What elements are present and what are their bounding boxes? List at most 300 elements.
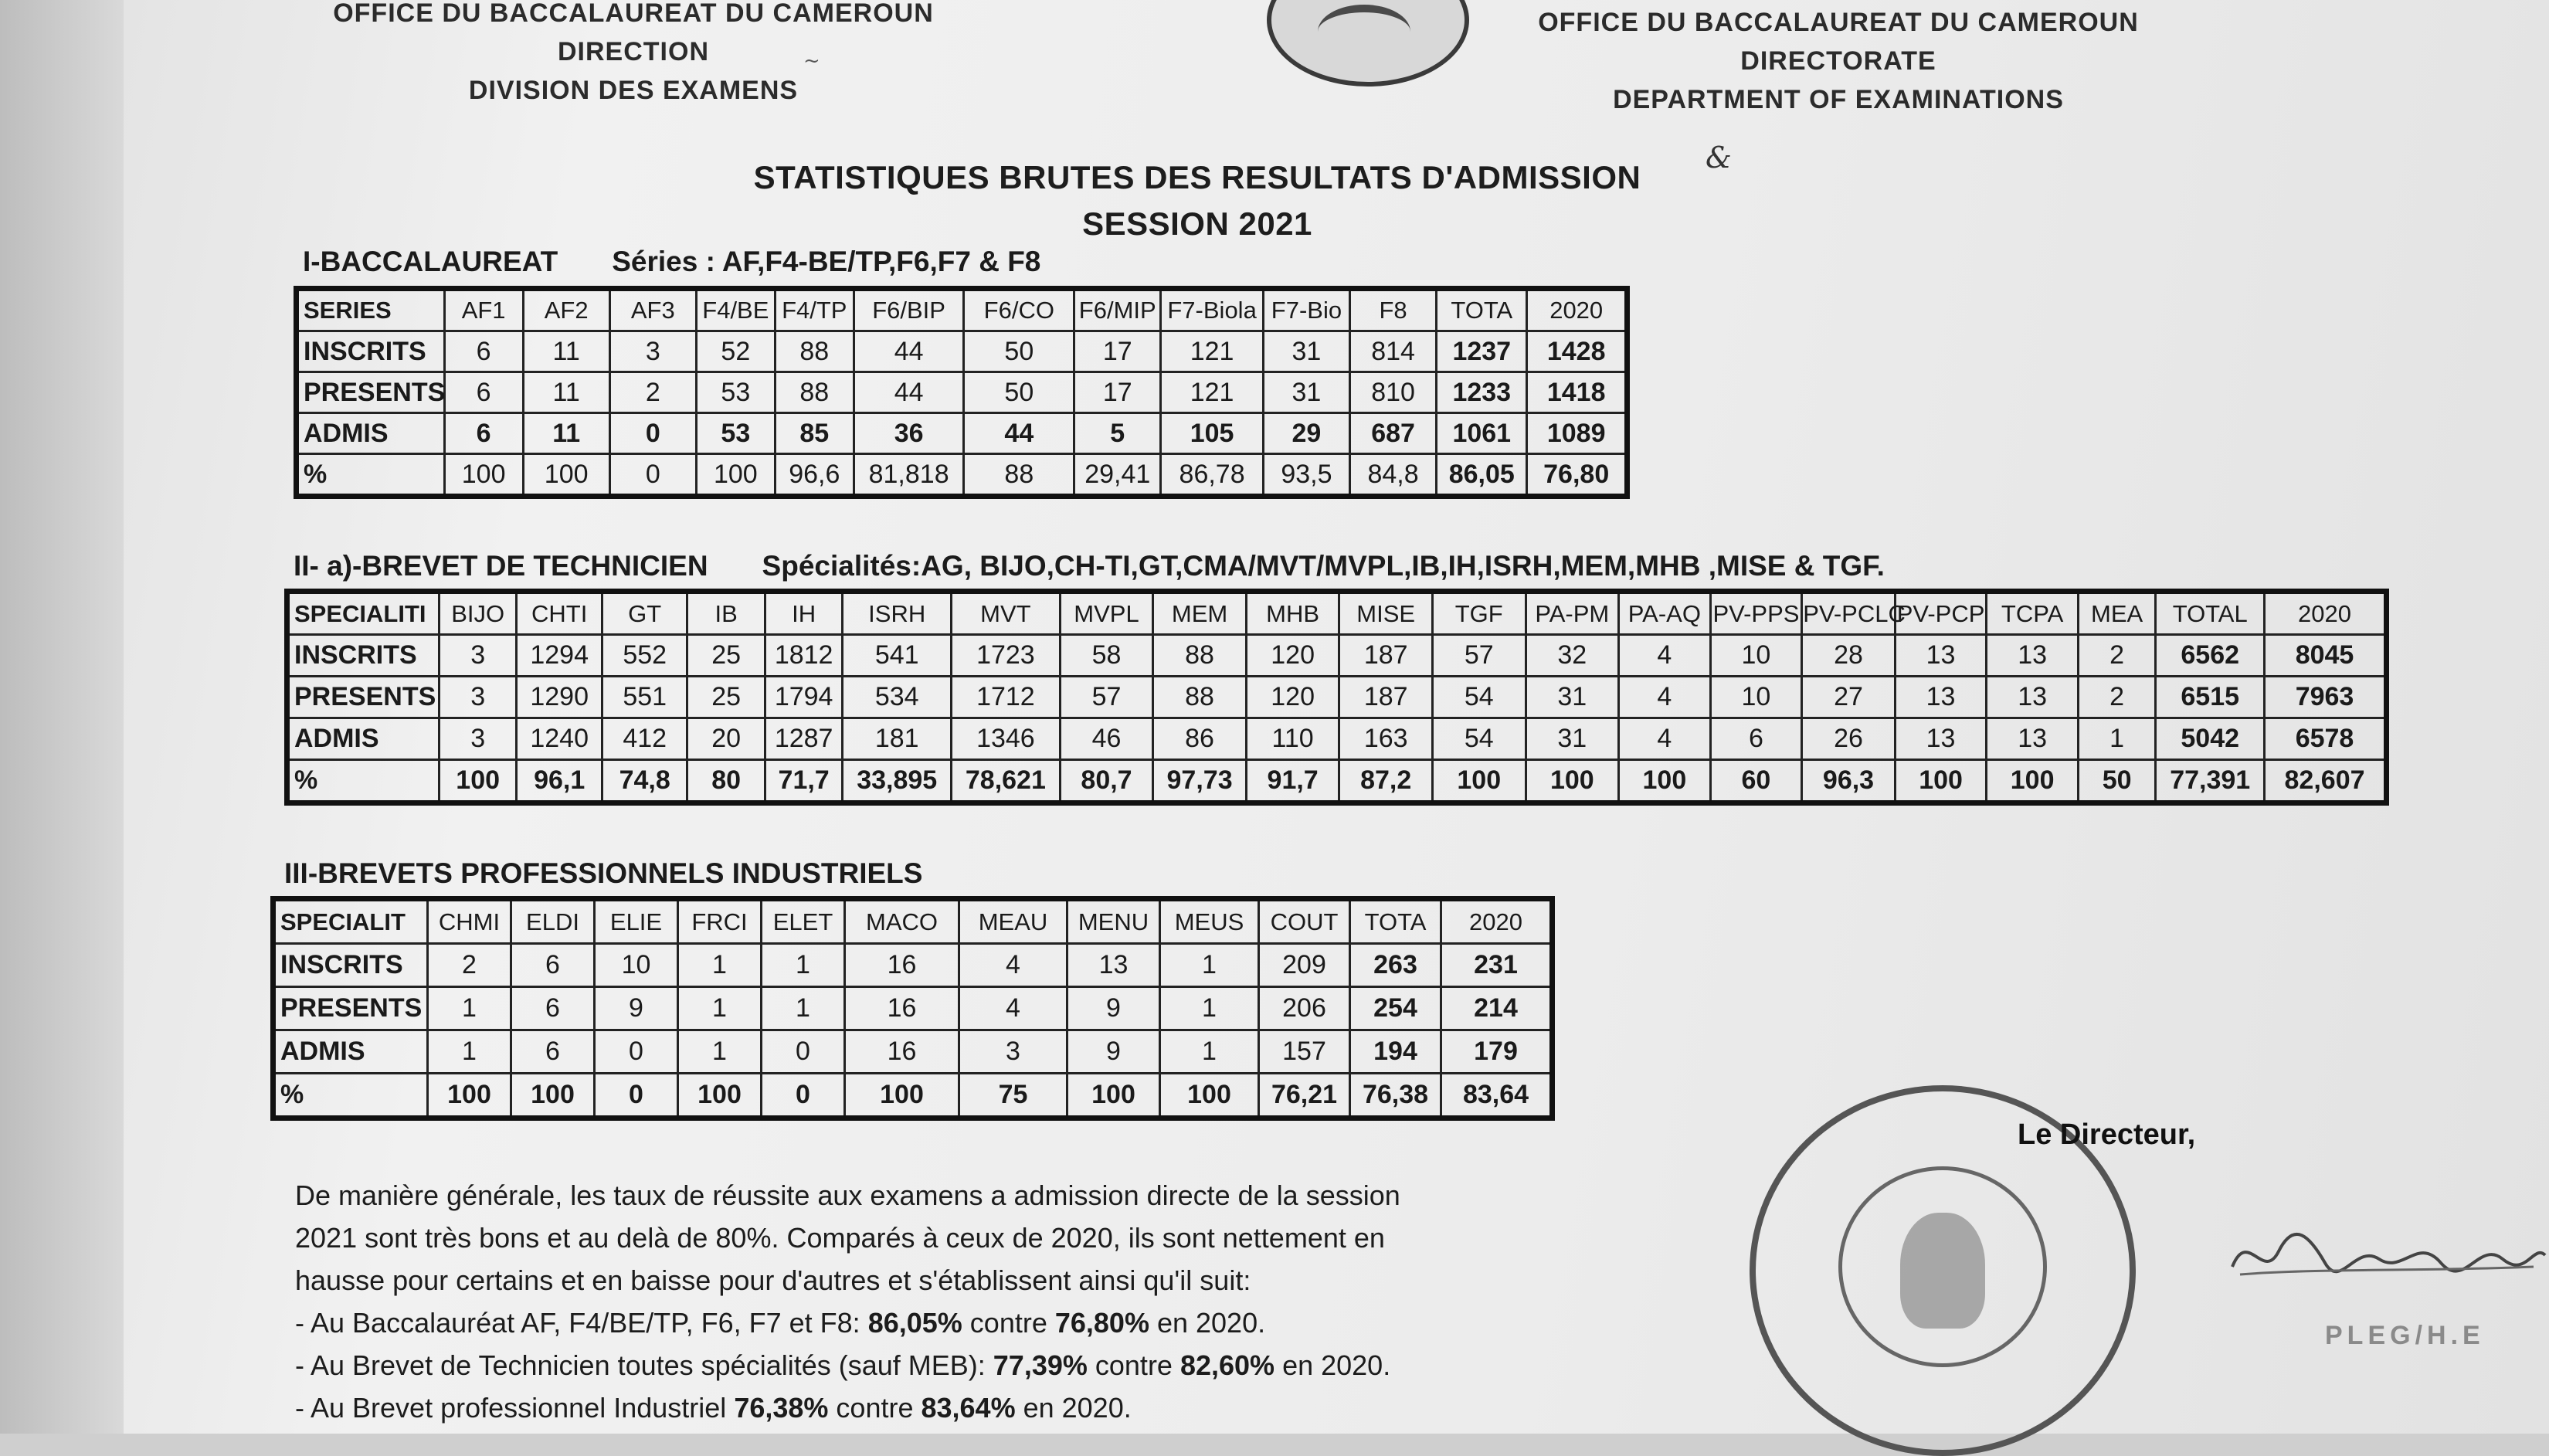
- table-header-row: [297, 289, 1627, 331]
- summary-text: - Au Brevet professionnel Industriel: [295, 1392, 735, 1424]
- data-cell: 83,64: [1441, 1074, 1553, 1118]
- data-cell: 6: [511, 1030, 595, 1074]
- data-cell: 54: [1432, 677, 1526, 718]
- data-cell: 187: [1339, 677, 1433, 718]
- data-cell: 209: [1259, 944, 1350, 987]
- data-cell: 181: [843, 718, 952, 760]
- data-cell: 25: [687, 635, 765, 677]
- data-cell: 0: [762, 1030, 845, 1074]
- handwritten-initials: ~: [803, 49, 820, 73]
- data-cell: 87,2: [1339, 760, 1433, 803]
- data-cell: 13: [1895, 718, 1987, 760]
- data-cell: 121: [1161, 372, 1264, 413]
- data-cell: 54: [1432, 718, 1526, 760]
- table-row: [297, 413, 1627, 454]
- data-cell: 7963: [2265, 677, 2387, 718]
- data-cell: 6578: [2265, 718, 2387, 760]
- data-cell: 1346: [952, 718, 1061, 760]
- row-label-cell: SPECIALIT: [273, 899, 428, 944]
- column-header-cell: MEAU: [959, 899, 1067, 944]
- column-header-cell: F6/MIP: [1074, 289, 1161, 331]
- data-cell: 4: [1619, 718, 1711, 760]
- data-cell: 1: [678, 944, 762, 987]
- data-cell: 29: [1263, 413, 1349, 454]
- table-row: [287, 718, 2387, 760]
- data-cell: 53: [696, 413, 775, 454]
- data-cell: 1: [762, 944, 845, 987]
- data-cell: 6: [511, 987, 595, 1030]
- data-cell: 1712: [952, 677, 1061, 718]
- data-cell: 85: [775, 413, 854, 454]
- data-cell: 0: [609, 413, 696, 454]
- data-cell: 551: [602, 677, 687, 718]
- column-header-cell: IB: [687, 592, 765, 635]
- row-label-cell: INSCRITS: [273, 944, 428, 987]
- column-header-cell: TCPA: [1987, 592, 2079, 635]
- data-cell: 13: [1895, 635, 1987, 677]
- summary-rate-2020: 83,64%: [921, 1392, 1016, 1424]
- section-title: I-BACCALAUREAT: [303, 246, 558, 277]
- table-header-row: [273, 899, 1553, 944]
- summary-rate-2020: 76,80%: [1054, 1307, 1149, 1339]
- summary-text: contre: [828, 1392, 922, 1424]
- table-brevet-technicien: [284, 589, 2389, 806]
- table-row: [273, 1030, 1553, 1074]
- column-header-cell: TOTAL: [2156, 592, 2265, 635]
- document-title: STATISTIQUES BRUTES DES RESULTATS D'ADMISSION: [753, 159, 1641, 195]
- column-header-cell: F7-Bio: [1263, 289, 1349, 331]
- data-cell: 96,6: [775, 454, 854, 497]
- summary-rate-2021: 77,39%: [993, 1349, 1088, 1381]
- column-header-cell: ELIE: [595, 899, 678, 944]
- data-cell: 810: [1350, 372, 1437, 413]
- column-header-cell: TOTA: [1350, 899, 1441, 944]
- data-cell: 97,73: [1153, 760, 1247, 803]
- table-row: [273, 944, 1553, 987]
- data-cell: 9: [595, 987, 678, 1030]
- row-label-cell: SERIES: [297, 289, 445, 331]
- data-cell: 2: [428, 944, 511, 987]
- column-header-cell: COUT: [1259, 899, 1350, 944]
- data-cell: 10: [595, 944, 678, 987]
- data-cell: 17: [1074, 331, 1161, 372]
- column-header-cell: F6/BIP: [854, 289, 964, 331]
- column-header-cell: CHMI: [428, 899, 511, 944]
- signatory-grade: PLEG/H.E: [2325, 1321, 2485, 1350]
- table-row: [287, 677, 2387, 718]
- data-cell: 4: [1619, 677, 1711, 718]
- data-cell: 1794: [765, 677, 842, 718]
- data-cell: 29,41: [1074, 454, 1161, 497]
- data-cell: 687: [1350, 413, 1437, 454]
- data-cell: 3: [439, 718, 516, 760]
- summary-line: 2021 sont très bons et au delà de 80%. Comparés à ceux de 2020, ils sont nettement en: [295, 1222, 1385, 1254]
- row-label-cell: ADMIS: [287, 718, 440, 760]
- data-cell: 31: [1263, 372, 1349, 413]
- table-row: [273, 1074, 1553, 1118]
- header-left-line: OFFICE DU BACCALAUREAT DU CAMEROUN: [333, 0, 934, 28]
- column-header-cell: FRCI: [678, 899, 762, 944]
- data-cell: 0: [595, 1074, 678, 1118]
- data-cell: 50: [2078, 760, 2155, 803]
- column-header-cell: F7-Biola: [1161, 289, 1264, 331]
- data-cell: 1294: [517, 635, 602, 677]
- summary-text: en 2020.: [1149, 1307, 1266, 1339]
- column-header-cell: MVPL: [1060, 592, 1153, 635]
- data-cell: 121: [1161, 331, 1264, 372]
- data-cell: 412: [602, 718, 687, 760]
- data-cell: 11: [523, 372, 609, 413]
- data-cell: 52: [696, 331, 775, 372]
- section-title: III-BREVETS PROFESSIONNELS INDUSTRIELS: [284, 857, 923, 889]
- data-cell: 13: [1067, 944, 1160, 987]
- data-cell: 1: [428, 987, 511, 1030]
- column-header-cell: MEUS: [1160, 899, 1259, 944]
- data-cell: 100: [845, 1074, 959, 1118]
- column-header-cell: GT: [602, 592, 687, 635]
- data-cell: 33,895: [843, 760, 952, 803]
- section-heading-baccalaureat: [303, 246, 1040, 278]
- table-row: [287, 760, 2387, 803]
- column-header-cell: BIJO: [439, 592, 516, 635]
- data-cell: 1: [2078, 718, 2155, 760]
- data-cell: 76,38: [1350, 1074, 1441, 1118]
- data-cell: 1061: [1437, 413, 1527, 454]
- header-left-line: DIRECTION: [558, 37, 709, 66]
- data-cell: 77,391: [2156, 760, 2265, 803]
- data-cell: 100: [1895, 760, 1987, 803]
- data-cell: 1428: [1527, 331, 1627, 372]
- data-cell: 16: [845, 1030, 959, 1074]
- column-header-cell: AF2: [523, 289, 609, 331]
- row-label-cell: INSCRITS: [297, 331, 445, 372]
- data-cell: 80: [687, 760, 765, 803]
- column-header-cell: AF3: [609, 289, 696, 331]
- data-cell: 6562: [2156, 635, 2265, 677]
- data-cell: 110: [1246, 718, 1339, 760]
- desk-edge: [0, 0, 124, 1434]
- data-cell: 9: [1067, 1030, 1160, 1074]
- column-header-cell: MEA: [2078, 592, 2155, 635]
- column-header-cell: ELDI: [511, 899, 595, 944]
- data-cell: 31: [1526, 677, 1619, 718]
- header-left: [324, 0, 942, 110]
- data-cell: 3: [959, 1030, 1067, 1074]
- data-cell: 50: [964, 372, 1074, 413]
- handwritten-signature: [2225, 1220, 2549, 1290]
- summary-text: contre: [962, 1307, 1055, 1339]
- section-heading-brevets-professionnels: [284, 857, 922, 890]
- data-cell: 1089: [1527, 413, 1627, 454]
- data-cell: 13: [1895, 677, 1987, 718]
- data-cell: 50: [964, 331, 1074, 372]
- data-cell: 1233: [1437, 372, 1527, 413]
- data-cell: 100: [1160, 1074, 1259, 1118]
- data-cell: 100: [696, 454, 775, 497]
- data-cell: 100: [428, 1074, 511, 1118]
- data-cell: 100: [439, 760, 516, 803]
- data-cell: 1: [428, 1030, 511, 1074]
- row-label-cell: PRESENTS: [297, 372, 445, 413]
- data-cell: 4: [959, 944, 1067, 987]
- column-header-cell: F8: [1350, 289, 1437, 331]
- column-header-cell: F4/TP: [775, 289, 854, 331]
- data-cell: 1812: [765, 635, 842, 677]
- column-header-cell: ELET: [762, 899, 845, 944]
- document-subtitle: SESSION 2021: [1082, 205, 1312, 242]
- data-cell: 46: [1060, 718, 1153, 760]
- summary-rate-2021: 76,38%: [734, 1392, 829, 1424]
- data-cell: 86: [1153, 718, 1247, 760]
- stamp-head-icon: [1900, 1213, 1985, 1329]
- table-header-row: [287, 592, 2387, 635]
- data-cell: 25: [687, 677, 765, 718]
- row-label-cell: %: [273, 1074, 428, 1118]
- data-cell: 58: [1060, 635, 1153, 677]
- data-cell: 53: [696, 372, 775, 413]
- data-cell: 1: [1160, 1030, 1259, 1074]
- data-cell: 82,607: [2265, 760, 2387, 803]
- data-cell: 3: [439, 635, 516, 677]
- summary-text: en 2020.: [1274, 1349, 1391, 1381]
- summary-bt-line: [295, 1344, 1562, 1386]
- data-cell: 0: [762, 1074, 845, 1118]
- data-cell: 1: [678, 987, 762, 1030]
- director-label: Le Directeur,: [2018, 1118, 2196, 1151]
- data-cell: 179: [1441, 1030, 1553, 1074]
- data-cell: 96,1: [517, 760, 602, 803]
- data-cell: 5: [1074, 413, 1161, 454]
- summary-rate-2020: 82,60%: [1179, 1349, 1275, 1381]
- column-header-cell: MVT: [952, 592, 1061, 635]
- data-cell: 88: [1153, 635, 1247, 677]
- data-cell: 263: [1350, 944, 1441, 987]
- data-cell: 6: [511, 944, 595, 987]
- data-cell: 6515: [2156, 677, 2265, 718]
- data-cell: 6: [444, 413, 523, 454]
- summary-text: - Au Brevet de Technicien toutes spécialités (sauf MEB):: [295, 1349, 993, 1381]
- column-header-cell: PV-PCLC: [1802, 592, 1896, 635]
- data-cell: 2: [609, 372, 696, 413]
- data-cell: 60: [1710, 760, 1802, 803]
- data-cell: 100: [1987, 760, 2079, 803]
- data-cell: 1: [1160, 944, 1259, 987]
- data-cell: 120: [1246, 677, 1339, 718]
- data-cell: 541: [843, 635, 952, 677]
- data-cell: 100: [678, 1074, 762, 1118]
- row-label-cell: %: [297, 454, 445, 497]
- data-cell: 194: [1350, 1030, 1441, 1074]
- data-cell: 5042: [2156, 718, 2265, 760]
- summary-bac-line: [295, 1302, 1562, 1344]
- table-brevets-professionnels: [270, 896, 1555, 1121]
- column-header-cell: MISE: [1339, 592, 1433, 635]
- data-cell: 36: [854, 413, 964, 454]
- data-cell: 93,5: [1263, 454, 1349, 497]
- data-cell: 2: [2078, 635, 2155, 677]
- data-cell: 81,818: [854, 454, 964, 497]
- column-header-cell: AF1: [444, 289, 523, 331]
- section-title: II- a)-BREVET DE TECHNICIEN: [294, 550, 708, 582]
- data-cell: 4: [1619, 635, 1711, 677]
- data-cell: 10: [1710, 677, 1802, 718]
- column-header-cell: 2020: [1441, 899, 1553, 944]
- data-cell: 2: [2078, 677, 2155, 718]
- data-cell: 1: [1160, 987, 1259, 1030]
- table-row: [297, 454, 1627, 497]
- data-cell: 1723: [952, 635, 1061, 677]
- data-cell: 1: [678, 1030, 762, 1074]
- data-cell: 1287: [765, 718, 842, 760]
- data-cell: 32: [1526, 635, 1619, 677]
- table-row: [273, 987, 1553, 1030]
- column-header-cell: PV-PCP: [1895, 592, 1987, 635]
- handwritten-mark: &: [1706, 141, 1732, 175]
- header-left-line: DIVISION DES EXAMENS: [468, 76, 799, 105]
- data-cell: 100: [1067, 1074, 1160, 1118]
- table-row: [297, 372, 1627, 413]
- header-right: [1529, 3, 2147, 119]
- row-label-cell: PRESENTS: [287, 677, 440, 718]
- data-cell: 120: [1246, 635, 1339, 677]
- summary-text: en 2020.: [1015, 1392, 1132, 1424]
- data-cell: 100: [511, 1074, 595, 1118]
- section-subtitle: Spécialités:AG, BIJO,CH-TI,GT,CMA/MVT/MVPL,IB,IH,ISRH,MEM,MHB ,MISE & TGF.: [762, 550, 1885, 582]
- data-cell: 26: [1802, 718, 1896, 760]
- header-right-line: OFFICE DU BACCALAUREAT DU CAMEROUN: [1538, 8, 2139, 37]
- data-cell: 57: [1060, 677, 1153, 718]
- column-header-cell: PA-PM: [1526, 592, 1619, 635]
- data-cell: 31: [1526, 718, 1619, 760]
- data-cell: 44: [854, 372, 964, 413]
- data-cell: 13: [1987, 635, 2079, 677]
- column-header-cell: IH: [765, 592, 842, 635]
- summary-text: - Au Baccalauréat AF, F4/BE/TP, F6, F7 et F8:: [295, 1307, 868, 1339]
- data-cell: 100: [1619, 760, 1711, 803]
- data-cell: 6: [444, 331, 523, 372]
- data-cell: 0: [609, 454, 696, 497]
- data-cell: 214: [1441, 987, 1553, 1030]
- data-cell: 11: [523, 413, 609, 454]
- data-cell: 31: [1263, 331, 1349, 372]
- data-cell: 91,7: [1246, 760, 1339, 803]
- data-cell: 80,7: [1060, 760, 1153, 803]
- data-cell: 16: [845, 987, 959, 1030]
- data-cell: 57: [1432, 635, 1526, 677]
- column-header-cell: PA-AQ: [1619, 592, 1711, 635]
- header-right-line: DEPARTMENT OF EXAMINATIONS: [1613, 85, 2064, 114]
- summary-line: hausse pour certains et en baisse pour d'autres et s'établissent ainsi qu'il suit:: [295, 1264, 1251, 1296]
- data-cell: 6: [444, 372, 523, 413]
- data-cell: 534: [843, 677, 952, 718]
- data-cell: 13: [1987, 677, 2079, 718]
- data-cell: 74,8: [602, 760, 687, 803]
- data-cell: 16: [845, 944, 959, 987]
- data-cell: 231: [1441, 944, 1553, 987]
- summary-line: De manière générale, les taux de réussite aux examens a admission directe de la session: [295, 1179, 1400, 1211]
- data-cell: 28: [1802, 635, 1896, 677]
- column-header-cell: F4/BE: [696, 289, 775, 331]
- data-cell: 84,8: [1350, 454, 1437, 497]
- data-cell: 157: [1259, 1030, 1350, 1074]
- data-cell: 88: [775, 372, 854, 413]
- summary-rate-2021: 86,05%: [867, 1307, 962, 1339]
- row-label-cell: PRESENTS: [273, 987, 428, 1030]
- data-cell: 1: [762, 987, 845, 1030]
- data-cell: 1240: [517, 718, 602, 760]
- column-header-cell: MACO: [845, 899, 959, 944]
- column-header-cell: F6/CO: [964, 289, 1074, 331]
- data-cell: 9: [1067, 987, 1160, 1030]
- data-cell: 1418: [1527, 372, 1627, 413]
- data-cell: 17: [1074, 372, 1161, 413]
- column-header-cell: 2020: [1527, 289, 1627, 331]
- column-header-cell: MENU: [1067, 899, 1160, 944]
- data-cell: 88: [1153, 677, 1247, 718]
- data-cell: 206: [1259, 987, 1350, 1030]
- row-label-cell: %: [287, 760, 440, 803]
- summary-bpi-line: [295, 1386, 1562, 1429]
- section-heading-brevet-technicien: [294, 550, 1885, 582]
- data-cell: 4: [959, 987, 1067, 1030]
- table-row: [297, 331, 1627, 372]
- data-cell: 100: [1432, 760, 1526, 803]
- data-cell: 163: [1339, 718, 1433, 760]
- table-baccalaureat: [294, 286, 1630, 499]
- column-header-cell: MHB: [1246, 592, 1339, 635]
- data-cell: 552: [602, 635, 687, 677]
- data-cell: 1290: [517, 677, 602, 718]
- data-cell: 44: [964, 413, 1074, 454]
- data-cell: 44: [854, 331, 964, 372]
- data-cell: 76,80: [1527, 454, 1627, 497]
- data-cell: 100: [1526, 760, 1619, 803]
- data-cell: 105: [1161, 413, 1264, 454]
- data-cell: 10: [1710, 635, 1802, 677]
- data-cell: 100: [523, 454, 609, 497]
- data-cell: 6: [1710, 718, 1802, 760]
- column-header-cell: PV-PPS: [1710, 592, 1802, 635]
- data-cell: 8045: [2265, 635, 2387, 677]
- column-header-cell: ISRH: [843, 592, 952, 635]
- column-header-cell: CHTI: [517, 592, 602, 635]
- table-row: [287, 635, 2387, 677]
- section-subtitle: Séries : AF,F4-BE/TP,F6,F7 & F8: [612, 246, 1041, 277]
- data-cell: 86,78: [1161, 454, 1264, 497]
- column-header-cell: TGF: [1432, 592, 1526, 635]
- data-cell: 27: [1802, 677, 1896, 718]
- data-cell: 100: [444, 454, 523, 497]
- data-cell: 96,3: [1802, 760, 1896, 803]
- data-cell: 88: [775, 331, 854, 372]
- summary-text: contre: [1087, 1349, 1180, 1381]
- row-label-cell: ADMIS: [297, 413, 445, 454]
- header-right-line: DIRECTORATE: [1740, 46, 1936, 76]
- data-cell: 71,7: [765, 760, 842, 803]
- column-header-cell: TOTA: [1437, 289, 1527, 331]
- data-cell: 814: [1350, 331, 1437, 372]
- row-label-cell: ADMIS: [273, 1030, 428, 1074]
- data-cell: 0: [595, 1030, 678, 1074]
- data-cell: 13: [1987, 718, 2079, 760]
- data-cell: 76,21: [1259, 1074, 1350, 1118]
- data-cell: 254: [1350, 987, 1441, 1030]
- data-cell: 187: [1339, 635, 1433, 677]
- data-cell: 1237: [1437, 331, 1527, 372]
- data-cell: 88: [964, 454, 1074, 497]
- data-cell: 3: [439, 677, 516, 718]
- column-header-cell: 2020: [2265, 592, 2387, 635]
